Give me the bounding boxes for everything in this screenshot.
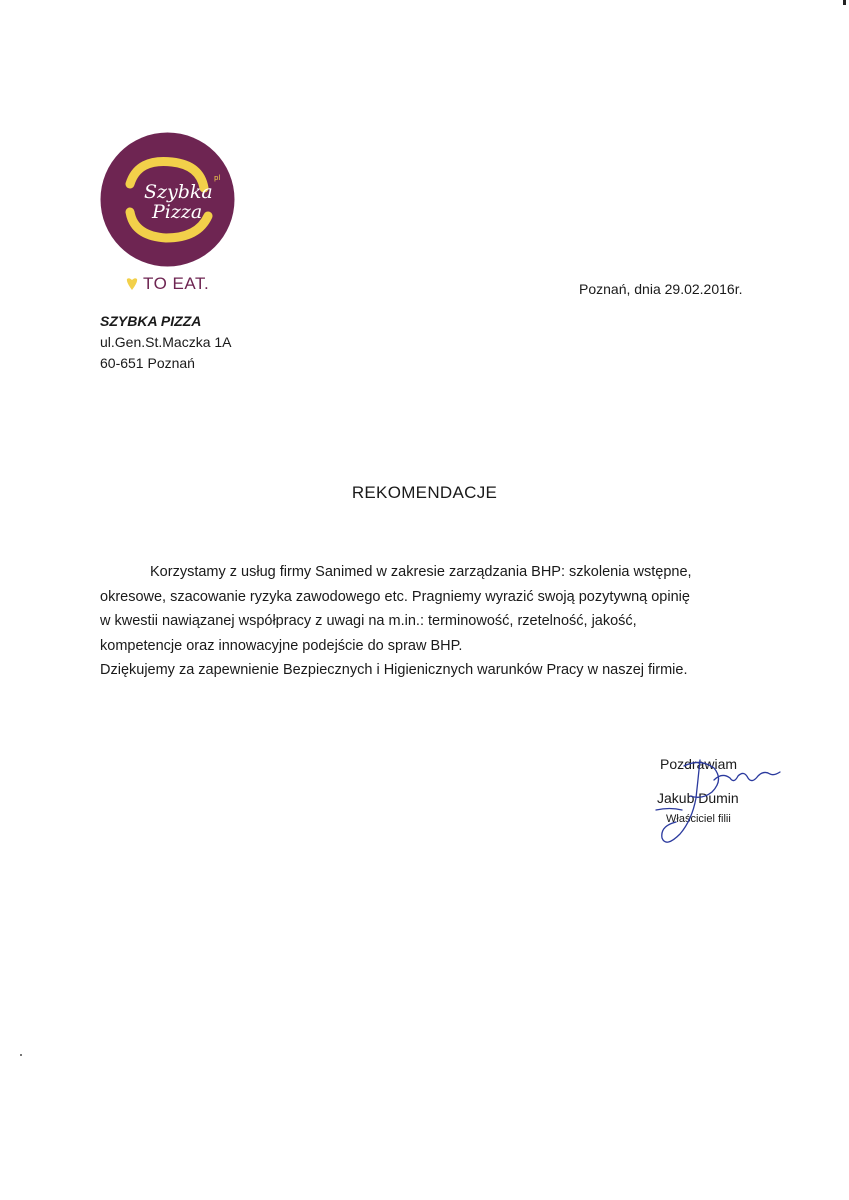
company-name: SZYBKA PIZZA	[100, 313, 202, 329]
scan-speck	[20, 1054, 22, 1056]
body-line: Dziękujemy za zapewnienie Bezpiecznych i Higienicznych warunków Pracy w naszej firmie.	[100, 662, 688, 679]
scan-edge-mark	[843, 0, 846, 5]
heart-icon	[126, 277, 138, 291]
body-line: kompetencje oraz innowacyjne podejście do spraw BHP.	[100, 637, 463, 654]
logo-text-szybka: Szybka	[144, 181, 213, 203]
logo-tagline	[126, 273, 209, 295]
body-line: okresowe, szacowanie ryzyka zawodowego etc. Pragniemy wyrazić swoją pozytywną opinię	[100, 588, 690, 605]
logo-text-suffix: pl	[214, 174, 221, 182]
signer-name: Jakub Dumin	[657, 790, 739, 806]
tagline-text: TO EAT.	[143, 274, 210, 293]
body-line: Korzystamy z usług firmy Sanimed w zakresie zarządzania BHP: szkolenia wstępne,	[150, 564, 692, 580]
szybka-pizza-logo	[100, 132, 235, 267]
closing-greeting: Pozdrawiam	[660, 756, 738, 772]
signature-block	[640, 750, 790, 860]
company-street: ul.Gen.St.Maczka 1A	[100, 334, 232, 350]
document-title: REKOMENDACJE	[351, 483, 498, 502]
body-line: w kwestii nawiązanej współpracy z uwagi na m.in.: terminowość, rzetelność, jakość,	[100, 613, 637, 630]
date-line: Poznań, dnia 29.02.2016r.	[579, 281, 743, 297]
handwritten-signature	[640, 750, 790, 860]
signer-role: Właściciel filii	[666, 813, 731, 825]
company-city: 60-651 Poznań	[100, 355, 195, 371]
logo-text-pizza: Pizza	[152, 201, 203, 223]
company-address-block	[100, 311, 232, 374]
letter-body	[100, 560, 745, 683]
